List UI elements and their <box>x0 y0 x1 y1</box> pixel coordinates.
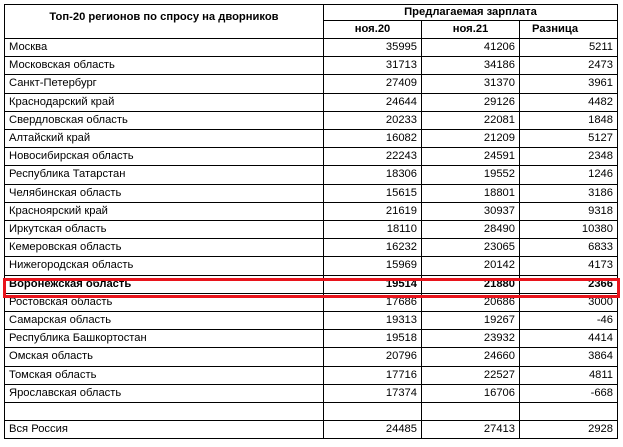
diff-cell[interactable]: 4414 <box>520 330 618 348</box>
nov20-cell[interactable]: 19514 <box>324 275 422 293</box>
region-cell[interactable]: Ростовская область <box>5 293 324 311</box>
diff-cell[interactable]: 4173 <box>520 257 618 275</box>
region-cell[interactable]: Алтайский край <box>5 130 324 148</box>
table-row <box>5 166 618 184</box>
nov21-cell[interactable]: 18801 <box>422 184 520 202</box>
diff-cell[interactable]: 1246 <box>520 166 618 184</box>
nov20-cell[interactable]: 20233 <box>324 111 422 129</box>
table-row <box>5 93 618 111</box>
nov21-cell[interactable]: 28490 <box>422 221 520 239</box>
region-cell[interactable]: Республика Башкортостан <box>5 330 324 348</box>
table-row <box>5 202 618 220</box>
diff-cell[interactable]: 10380 <box>520 221 618 239</box>
nov21-cell[interactable]: 30937 <box>422 202 520 220</box>
nov21-cell[interactable]: 29126 <box>422 93 520 111</box>
diff-cell[interactable]: -46 <box>520 312 618 330</box>
salary-table <box>4 4 618 439</box>
nov20-cell[interactable]: 19313 <box>324 312 422 330</box>
diff-cell[interactable]: 3000 <box>520 293 618 311</box>
diff-cell[interactable]: 3961 <box>520 75 618 93</box>
table-row <box>5 384 618 402</box>
region-cell[interactable]: Вся Россия <box>5 421 324 439</box>
diff-cell[interactable]: 2473 <box>520 57 618 75</box>
diff-cell[interactable]: 4482 <box>520 93 618 111</box>
table-row <box>5 148 618 166</box>
region-cell[interactable]: Краснодарский край <box>5 93 324 111</box>
nov20-cell[interactable]: 21619 <box>324 202 422 220</box>
table-body <box>5 39 618 439</box>
table-row <box>5 239 618 257</box>
nov20-cell[interactable]: 17716 <box>324 366 422 384</box>
nov20-cell[interactable]: 17374 <box>324 384 422 402</box>
diff-cell[interactable] <box>520 403 618 421</box>
table-row <box>5 330 618 348</box>
table-row <box>5 57 618 75</box>
table-row <box>5 75 618 93</box>
nov20-cell[interactable]: 18306 <box>324 166 422 184</box>
region-cell[interactable]: Московская область <box>5 57 324 75</box>
diff-cell[interactable]: -668 <box>520 384 618 402</box>
header-nov20: ноя.20 <box>324 21 422 39</box>
nov21-cell[interactable]: 19552 <box>422 166 520 184</box>
nov20-cell[interactable]: 18110 <box>324 221 422 239</box>
diff-cell[interactable]: 6833 <box>520 239 618 257</box>
nov20-cell[interactable] <box>324 403 422 421</box>
region-cell[interactable]: Томская область <box>5 366 324 384</box>
nov20-cell[interactable]: 16082 <box>324 130 422 148</box>
nov21-cell[interactable]: 23065 <box>422 239 520 257</box>
region-cell[interactable]: Самарская область <box>5 312 324 330</box>
table-row <box>5 348 618 366</box>
region-cell[interactable]: Новосибирская область <box>5 148 324 166</box>
nov21-cell[interactable]: 34186 <box>422 57 520 75</box>
nov20-cell[interactable]: 22243 <box>324 148 422 166</box>
region-cell[interactable]: Ярославская область <box>5 384 324 402</box>
diff-cell[interactable]: 2366 <box>520 275 618 293</box>
header-salary: Предлагаемая зарплата <box>324 5 618 21</box>
diff-cell[interactable]: 9318 <box>520 202 618 220</box>
nov20-cell[interactable]: 15615 <box>324 184 422 202</box>
nov21-cell[interactable]: 19267 <box>422 312 520 330</box>
diff-cell[interactable]: 1848 <box>520 111 618 129</box>
table-row <box>5 312 618 330</box>
region-cell[interactable]: Красноярский край <box>5 202 324 220</box>
nov20-cell[interactable]: 24485 <box>324 421 422 439</box>
nov21-cell[interactable]: 21209 <box>422 130 520 148</box>
table-row <box>5 366 618 384</box>
table-row <box>5 184 618 202</box>
nov21-cell[interactable]: 22081 <box>422 111 520 129</box>
region-cell[interactable]: Воронежская область <box>5 275 324 293</box>
region-cell[interactable]: Москва <box>5 39 324 57</box>
table-row <box>5 275 618 293</box>
region-cell[interactable]: Санкт-Петербург <box>5 75 324 93</box>
table-row <box>5 221 618 239</box>
region-cell[interactable] <box>5 403 324 421</box>
nov20-cell[interactable]: 24644 <box>324 93 422 111</box>
nov20-cell[interactable]: 19518 <box>324 330 422 348</box>
nov20-cell[interactable]: 16232 <box>324 239 422 257</box>
table-row <box>5 257 618 275</box>
nov20-cell[interactable]: 15969 <box>324 257 422 275</box>
nov20-cell[interactable]: 27409 <box>324 75 422 93</box>
nov21-cell[interactable]: 20142 <box>422 257 520 275</box>
nov21-cell[interactable]: 20686 <box>422 293 520 311</box>
region-cell[interactable]: Челябинская область <box>5 184 324 202</box>
diff-cell[interactable]: 3186 <box>520 184 618 202</box>
nov21-cell[interactable]: 31370 <box>422 75 520 93</box>
nov21-cell[interactable]: 22527 <box>422 366 520 384</box>
nov21-cell[interactable]: 21880 <box>422 275 520 293</box>
nov21-cell[interactable]: 41206 <box>422 39 520 57</box>
nov20-cell[interactable]: 35995 <box>324 39 422 57</box>
table-row <box>5 403 618 421</box>
diff-cell[interactable]: 5211 <box>520 39 618 57</box>
nov21-cell[interactable]: 16706 <box>422 384 520 402</box>
header-diff: Разница <box>520 21 618 39</box>
table-row <box>5 39 618 57</box>
nov21-cell[interactable]: 27413 <box>422 421 520 439</box>
region-cell[interactable]: Иркутская область <box>5 221 324 239</box>
region-cell[interactable]: Республика Татарстан <box>5 166 324 184</box>
table-row <box>5 130 618 148</box>
region-cell[interactable]: Нижегородская область <box>5 257 324 275</box>
table-row <box>5 111 618 129</box>
nov20-cell[interactable]: 31713 <box>324 57 422 75</box>
region-cell[interactable]: Кемеровская область <box>5 239 324 257</box>
table-row <box>5 421 618 439</box>
region-cell[interactable]: Свердловская область <box>5 111 324 129</box>
region-cell[interactable]: Омская область <box>5 348 324 366</box>
nov21-cell[interactable]: 24591 <box>422 148 520 166</box>
header-region: Топ-20 регионов по спросу на дворников <box>5 5 324 39</box>
diff-cell[interactable]: 2928 <box>520 421 618 439</box>
nov21-cell[interactable] <box>422 403 520 421</box>
nov21-cell[interactable]: 24660 <box>422 348 520 366</box>
table-row <box>5 293 618 311</box>
diff-cell[interactable]: 5127 <box>520 130 618 148</box>
nov21-cell[interactable]: 23932 <box>422 330 520 348</box>
diff-cell[interactable]: 2348 <box>520 148 618 166</box>
nov20-cell[interactable]: 17686 <box>324 293 422 311</box>
nov20-cell[interactable]: 20796 <box>324 348 422 366</box>
diff-cell[interactable]: 3864 <box>520 348 618 366</box>
diff-cell[interactable]: 4811 <box>520 366 618 384</box>
header-nov21: ноя.21 <box>422 21 520 39</box>
